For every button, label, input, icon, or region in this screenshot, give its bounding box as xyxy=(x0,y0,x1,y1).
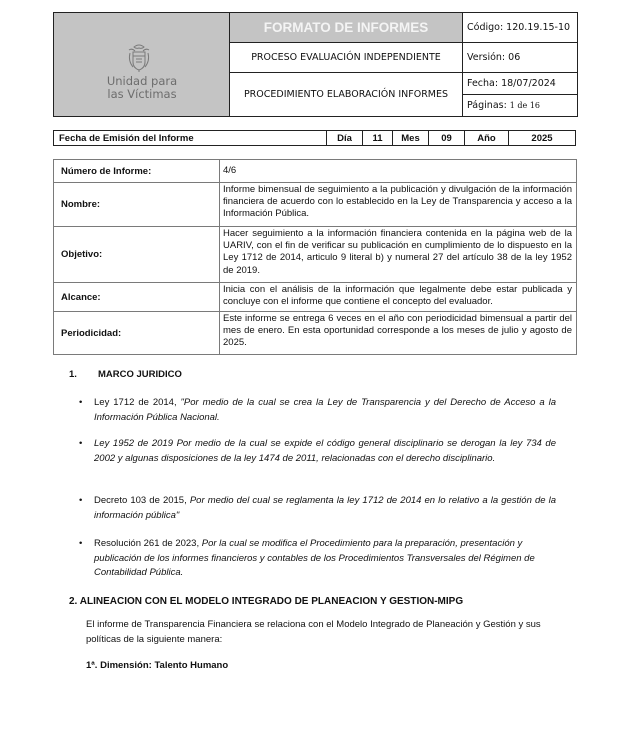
issue-date-label: Fecha de Emisión del Informe xyxy=(54,131,327,145)
law-description: "Por medio de la cual se crea la Ley de Transparencia y del Derecho de Acceso a la Información Pública Nacional. xyxy=(94,397,556,423)
section2-paragraph: El informe de Transparencia Financiera se relaciona con el Modelo Integrado de Planeación y Gestión y sus políticas de la siguiente manera: xyxy=(86,619,541,645)
law-description: Por medio del cual se reglamenta la ley 1712 de 2014 en lo relativo a la gestión de la información pública" xyxy=(94,495,556,521)
table-row xyxy=(54,227,576,283)
section1-number: 1. xyxy=(69,369,77,380)
list-item xyxy=(79,494,556,523)
table-row xyxy=(54,312,576,354)
report-number-value: 4/6 xyxy=(223,164,237,176)
table-row xyxy=(54,160,576,183)
day-value: 11 xyxy=(363,131,393,145)
section2-subheading: 1ª. Dimensión: Talento Humano xyxy=(86,660,229,671)
bullet-icon: • xyxy=(79,397,83,408)
section1-title: MARCO JURIDICO xyxy=(98,369,182,380)
document-date: Fecha: 18/07/2024 xyxy=(463,73,577,95)
objective-label: Objetivo: xyxy=(54,227,220,282)
coat-of-arms-icon xyxy=(126,43,152,73)
report-info-table xyxy=(53,159,577,355)
bullet-icon: • xyxy=(79,438,83,449)
year-value: 2025 xyxy=(531,132,553,144)
document-header-table xyxy=(53,12,578,117)
objective-value: Hacer seguimiento a la información financiera contenida en la página web de la UARIV, con el fin de verificar su publicación en cumplimiento de lo dispuesto en la Ley 1712 de 2014, articulo 9 literal b) y numeral 27 del artículo 38 de la ley 1952 de 2019. xyxy=(223,228,572,276)
procedure-name: PROCEDIMIENTO ELABORACIÓN INFORMES xyxy=(230,73,463,116)
bullet-icon: • xyxy=(79,495,83,506)
format-title: FORMATO DE INFORMES xyxy=(230,13,463,43)
law-description: Ley 1952 de 2019 Por medio de la cual se expide el código general disciplinario se derogan la ley 734 de 2002 y algunas disposiciones de la ley 1474 de 2011, relacionadas con el derecho disciplinario. xyxy=(94,438,556,464)
list-item xyxy=(79,396,556,425)
report-number-label: Número de Informe: xyxy=(54,160,220,182)
law-description: Por la cual se modifica el Procedimiento para la preparación, presentación y publicación de los informes financieros y contables de los Procedimientos Transversales del Régimen de Contabilidad Pública. xyxy=(94,538,535,578)
logo-text-line1: Unidad para xyxy=(106,74,178,88)
document-version: Versión: 06 xyxy=(463,43,577,73)
table-row xyxy=(54,283,576,312)
year-label: Año xyxy=(465,131,509,145)
day-label: Día xyxy=(327,131,363,145)
issue-date-row xyxy=(53,130,576,146)
month-label: Mes xyxy=(393,131,429,145)
document-code: Código: 120.19.15-10 xyxy=(463,13,577,43)
pages-value: 1 de 16 xyxy=(509,101,541,110)
month-value: 09 xyxy=(429,131,465,145)
table-row xyxy=(54,183,576,227)
logo-cell xyxy=(54,13,230,116)
scope-value: Inicia con el análisis de la información que legalmente debe estar publicada y concluye con el informe que contiene el concepto del evaluador. xyxy=(223,284,572,308)
page-count xyxy=(463,95,577,116)
periodicity-label: Periodicidad: xyxy=(54,312,220,354)
periodicity-value: Este informe se entrega 6 veces en el año con periodicidad bimensual a partir del mes de enero. En esta oportunidad corresponde a los meses de julio y agosto de 2025. xyxy=(223,313,572,349)
report-name-label: Nombre: xyxy=(54,183,220,226)
list-item xyxy=(79,437,556,466)
list-item xyxy=(79,537,556,581)
process-name: PROCESO EVALUACIÓN INDEPENDIENTE xyxy=(230,43,463,73)
logo-text-line2: las Víctimas xyxy=(107,87,177,101)
bullet-icon: • xyxy=(79,538,83,549)
section2-title: 2. ALINEACION CON EL MODELO INTEGRADO DE PLANEACION Y GESTION-MIPG xyxy=(69,596,464,607)
report-name-value: Informe bimensual de seguimiento a la publicación y divulgación de la información financiera de acuerdo con lo establecido en la Ley de Transparencia y acceso a la Información Pública. xyxy=(223,184,572,220)
pages-label: Páginas: xyxy=(467,100,507,111)
scope-label: Alcance: xyxy=(54,283,220,311)
law-reference: Resolución 261 de 2023, xyxy=(94,538,202,549)
law-reference: Ley 1712 de 2014, xyxy=(94,397,181,408)
law-reference: Decreto 103 de 2015, xyxy=(94,495,190,506)
